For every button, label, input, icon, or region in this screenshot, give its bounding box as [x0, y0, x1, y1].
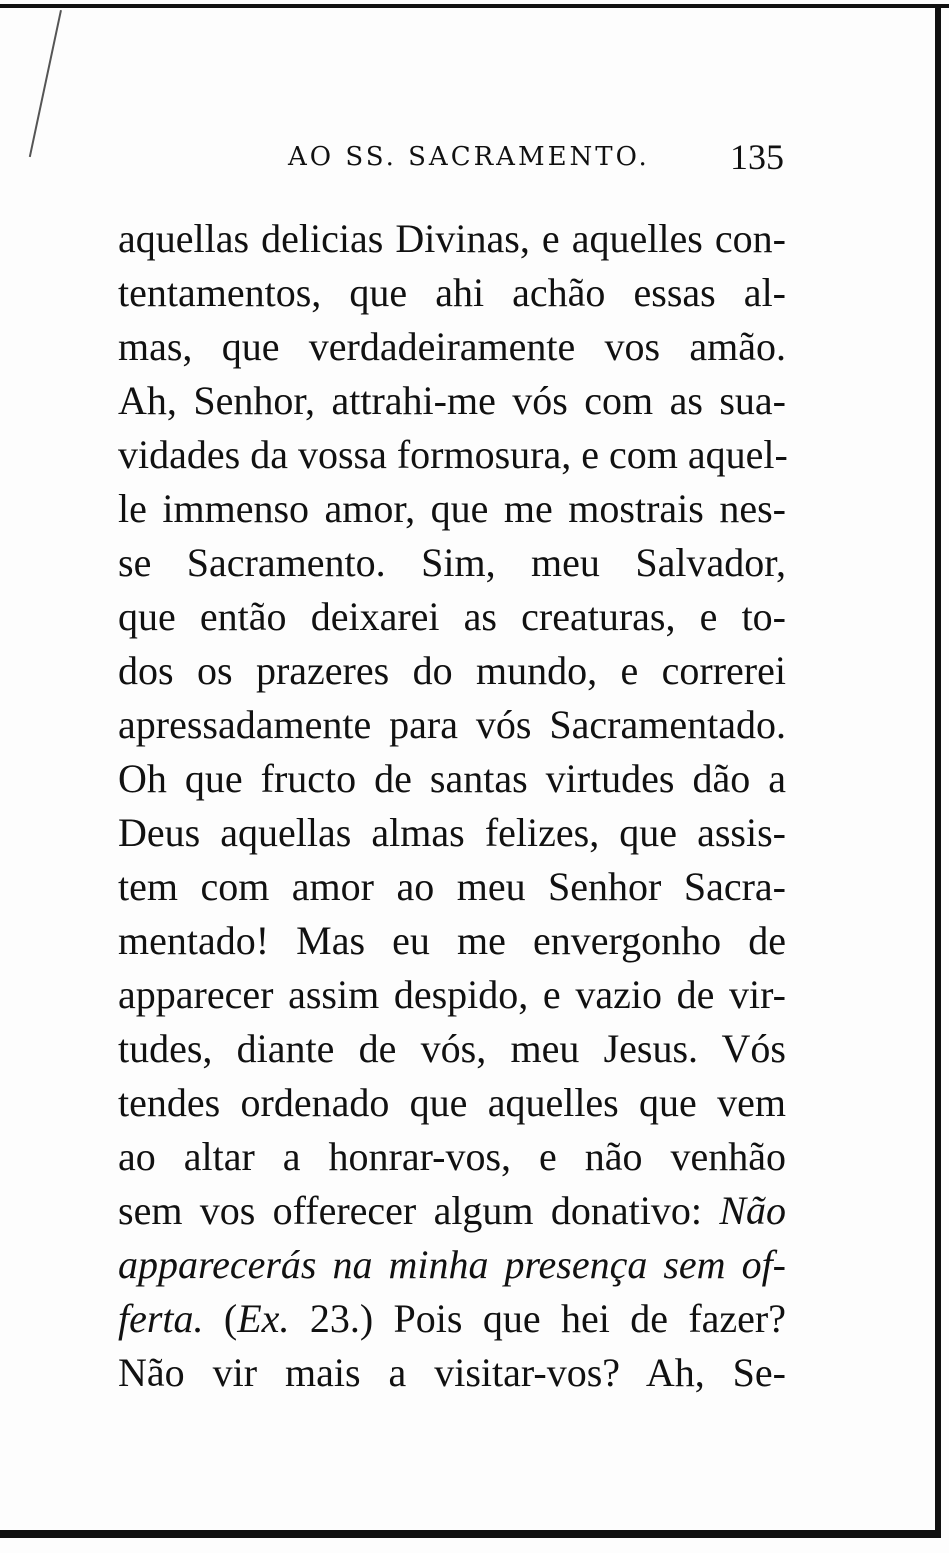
- text-line: apparecer assim despido, e vazio de vir-: [118, 972, 786, 1017]
- text-line: le immenso amor, que me mostrais nes-: [118, 486, 786, 531]
- text-line: mentado! Mas eu me envergonho de: [118, 918, 786, 963]
- scan-scratch-mark: [29, 10, 62, 157]
- text-segment: 23.) Pois que hei de fazer?: [289, 1296, 786, 1341]
- text-line: mas, que verdadeiramente vos amão.: [118, 324, 786, 369]
- text-line: aquellas delicias Divinas, e aquelles con-: [118, 216, 786, 261]
- scan-border-bottom: [0, 1530, 941, 1538]
- text-line: Oh que fructo de santas virtudes dão a: [118, 756, 786, 801]
- text-line: vidades da vossa formosura, e com aquel-: [118, 432, 788, 477]
- text-line: Deus aquellas almas felizes, que assis-: [118, 810, 786, 855]
- text-line: se Sacramento. Sim, meu Salvador,: [118, 540, 786, 585]
- text-line: tem com amor ao meu Senhor Sacra-: [118, 864, 786, 909]
- text-line-italic: apparecerás na minha presença sem of-: [118, 1242, 786, 1287]
- page-number: 135: [730, 137, 784, 177]
- text-line: tudes, diante de vós, meu Jesus. Vós: [118, 1026, 786, 1071]
- text-line: Não vir mais a visitar-vos? Ah, Se-: [118, 1350, 786, 1395]
- text-line-mixed: [118, 1184, 786, 1238]
- italic-segment: ferta.: [118, 1296, 204, 1341]
- text-line: Ah, Senhor, attrahi-me vós com as sua-: [118, 378, 786, 423]
- text-line: dos os prazeres do mundo, e correrei: [118, 648, 786, 693]
- scan-border-top: [0, 4, 949, 8]
- text-line: tentamentos, que ahi achão essas al-: [118, 270, 786, 315]
- italic-segment: Ex.: [237, 1296, 290, 1341]
- text-line: ao altar a honrar-vos, e não venhão: [118, 1134, 786, 1179]
- body-text: [118, 212, 786, 1400]
- text-line: tendes ordenado que aquelles que vem: [118, 1080, 786, 1125]
- text-line: apressadamente para vós Sacramentado.: [118, 702, 786, 747]
- italic-segment: Não: [719, 1188, 786, 1233]
- text-segment: sem vos offerecer algum donativo:: [118, 1188, 720, 1233]
- text-line: que então deixarei as creaturas, e to-: [118, 594, 786, 639]
- running-head-title: AO SS. SACRAMENTO.: [288, 142, 650, 172]
- running-head: [288, 136, 808, 176]
- text-segment: (: [203, 1296, 238, 1341]
- text-line-mixed: [118, 1292, 786, 1346]
- scan-border-right: [935, 4, 941, 1534]
